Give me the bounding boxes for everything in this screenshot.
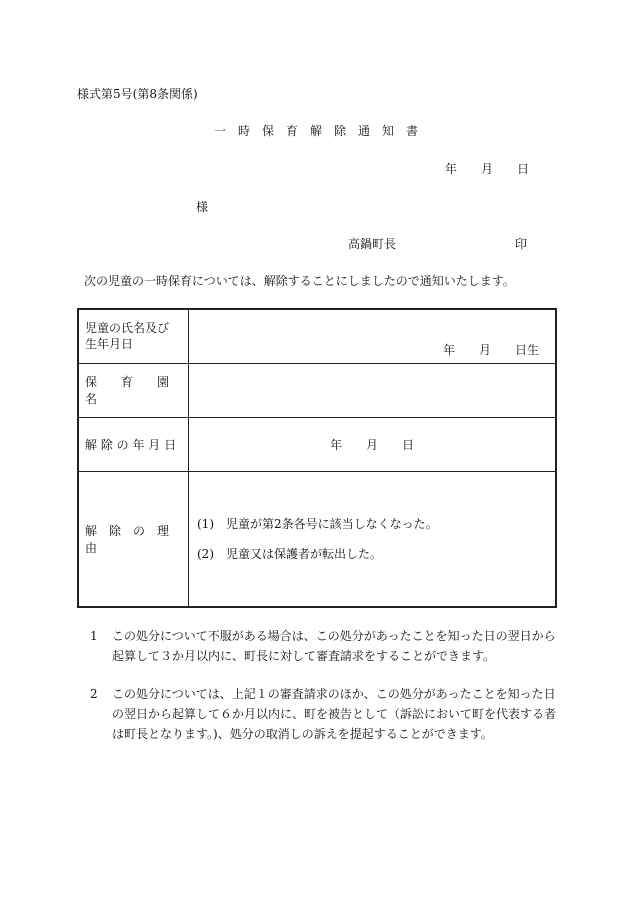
reason-item: (1) 児童が第2条各号に該当しなくなった。 <box>197 516 438 531</box>
release-reason-value <box>189 471 557 607</box>
child-name-value <box>189 309 557 363</box>
note-item <box>90 626 560 666</box>
release-date-label: 解 除 の 年 月 日 <box>78 417 189 471</box>
nursery-name-value <box>189 363 557 417</box>
table-row-release-date <box>78 417 556 471</box>
sender-name: 高鍋町長 <box>348 237 397 251</box>
child-name-label <box>78 309 189 363</box>
notice-table <box>77 308 557 608</box>
child-name-label-line2: 生年月日 <box>85 337 134 352</box>
notes-section <box>90 626 560 762</box>
note-number: 2 <box>90 687 98 701</box>
form-number: 様式第5号(第8条関係) <box>77 87 198 101</box>
child-name-label-line1: 児童の氏名及び <box>85 321 170 336</box>
release-reason-label: 解 除 の 理 由 <box>78 471 189 607</box>
note-number: 1 <box>90 629 98 643</box>
nursery-name-label: 保 育 園 名 <box>78 363 189 417</box>
table-row-child-name <box>78 309 556 363</box>
document-title: 一 時 保 育 解 除 通 知 書 <box>214 124 419 138</box>
intro-text: 次の児童の一時保育については、解除することにしましたので通知いたします。 <box>84 274 515 288</box>
addressee-suffix: 様 <box>196 200 209 214</box>
table-row-reason <box>78 471 556 607</box>
table-row-nursery <box>78 363 556 417</box>
note-item <box>90 684 560 744</box>
issue-date: 年 月 日 <box>445 162 530 176</box>
birth-date-suffix: 年 月 日生 <box>442 342 539 357</box>
note-text: この処分については、上記１の審査請求のほか、この処分があったことを知った日の翌日から起算して６か月以内に、町を被告として（訴訟において町を代表する者は町長となります。)、処分の取消しの訴えを提起することができます。 <box>112 687 557 741</box>
seal-mark: 印 <box>515 237 528 251</box>
release-date-value: 年 月 日 <box>189 417 557 471</box>
reason-item: (2) 児童又は保護者が転出した。 <box>197 546 382 561</box>
note-text: この処分について不服がある場合は、この処分があったことを知った日の翌日から起算して３か月以内に、町長に対して審査請求をすることができます。 <box>112 629 556 663</box>
